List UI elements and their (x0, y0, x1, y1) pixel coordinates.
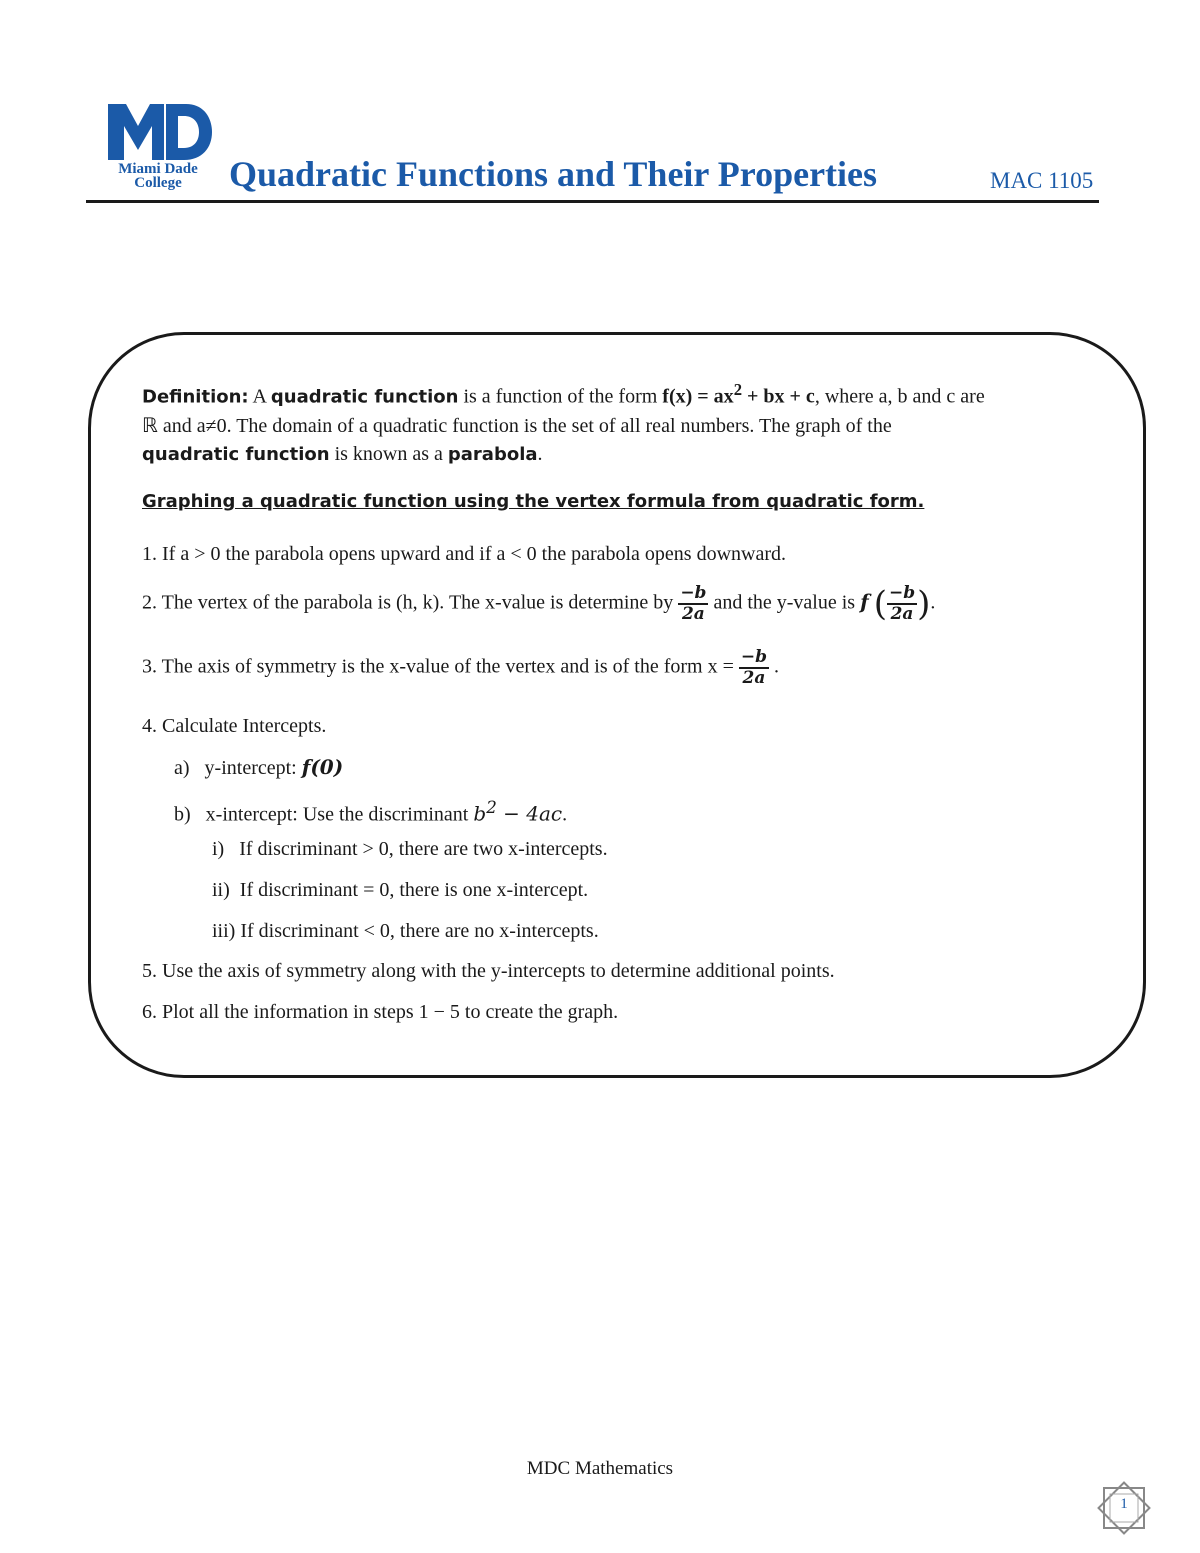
step-1: 1. If a > 0 the parabola opens upward and if a < 0 the parabola opens downward. (142, 543, 787, 565)
step-3-end: . (769, 655, 780, 678)
logo-line-1: Miami Dade (118, 161, 198, 177)
formula-exponent: 2 (733, 380, 743, 399)
fraction-numerator: −b (740, 647, 768, 667)
term-parabola: parabola (447, 443, 538, 465)
formula-rest: + bx + c (742, 385, 815, 408)
fraction-denominator: 2a (742, 668, 766, 688)
term-quadratic-function: quadratic function (270, 386, 459, 408)
step-4b-text: x-intercept: Use the discriminant (205, 803, 474, 826)
left-paren: ( (873, 584, 887, 624)
course-code: MAC 1105 (990, 168, 1094, 193)
page-number: 1 (1120, 1496, 1128, 1512)
step-6: 6. Plot all the information in steps 1 − 5 to create the graph. (142, 1001, 619, 1023)
step-4: 4. Calculate Intercepts. (142, 715, 327, 737)
step-3 (142, 648, 779, 688)
vertex-x-fraction (678, 584, 708, 624)
axis-fraction (739, 648, 769, 688)
definition-text-2: is a function of the form (458, 385, 663, 408)
step-4a (174, 753, 343, 782)
page-title: Quadratic Functions and Their Properties (229, 154, 878, 194)
fraction-denominator: 2a (890, 604, 914, 624)
step-2-end: . (930, 591, 936, 614)
step-4b-ii (212, 876, 588, 904)
step-2-text: 2. The vertex of the parabola is (h, k). The x-value is determine by (142, 591, 679, 614)
formula-fx: f(x) = ax (662, 385, 734, 408)
step-4b-end: . (562, 803, 568, 826)
discriminant-exp: 2 (486, 798, 497, 817)
step-4b (174, 794, 567, 829)
footer-text: MDC Mathematics (526, 1458, 674, 1479)
right-paren: ) (917, 584, 931, 624)
step-4a-label: a) (174, 757, 190, 779)
fraction-numerator: −b (680, 583, 707, 603)
definition-text-4: is known as a (329, 442, 448, 465)
step-4b-iii-text: If discriminant < 0, there are no x-intercepts. (240, 920, 599, 942)
step-2 (142, 584, 935, 624)
fraction-denominator: 2a (681, 604, 705, 624)
step-5: 5. Use the axis of symmetry along with the y-intercepts to determine additional points. (142, 960, 835, 982)
discriminant-b: b (473, 801, 487, 826)
f-of-zero: f(0) (301, 755, 344, 779)
definition-text-5: . (537, 442, 543, 465)
step-4a-text: y-intercept: (204, 757, 302, 779)
step-4b-ii-text: If discriminant = 0, there is one x-intercept. (239, 879, 589, 901)
step-4b-iii (212, 917, 599, 945)
section-heading: Graphing a quadratic function using the vertex formula from quadratic form. (142, 491, 925, 512)
logo-line-2: College (134, 175, 182, 191)
term-quadratic-function-2: quadratic function (142, 443, 330, 465)
step-4b-iii-label: iii) (212, 920, 236, 942)
step-3-text: 3. The axis of symmetry is the x-value of the vertex and is of the form x = (142, 655, 739, 678)
step-4b-i-text: If discriminant > 0, there are two x-intercepts. (239, 838, 608, 860)
step-4b-i (212, 835, 608, 863)
vertex-y-fraction (887, 584, 917, 624)
definition-text-3: , where a, b and c are (814, 385, 985, 408)
definition-line-2: ℝ and a≠0. The domain of a quadratic function is the set of all real numbers. The graph of the (142, 414, 892, 437)
function-f: f (860, 589, 869, 614)
step-4b-i-label: i) (212, 838, 225, 860)
step-4b-ii-label: ii) (212, 879, 230, 901)
page-number-badge (1094, 1478, 1154, 1538)
step-4b-label: b) (174, 803, 191, 826)
steps-list (142, 0, 1102, 1553)
fraction-numerator: −b (888, 583, 916, 603)
step-2-mid: and the y-value is (708, 591, 861, 614)
definition-text-1: A (248, 385, 271, 408)
discriminant-rest: − 4ac (496, 801, 563, 826)
definition-label: Definition: (142, 386, 249, 408)
